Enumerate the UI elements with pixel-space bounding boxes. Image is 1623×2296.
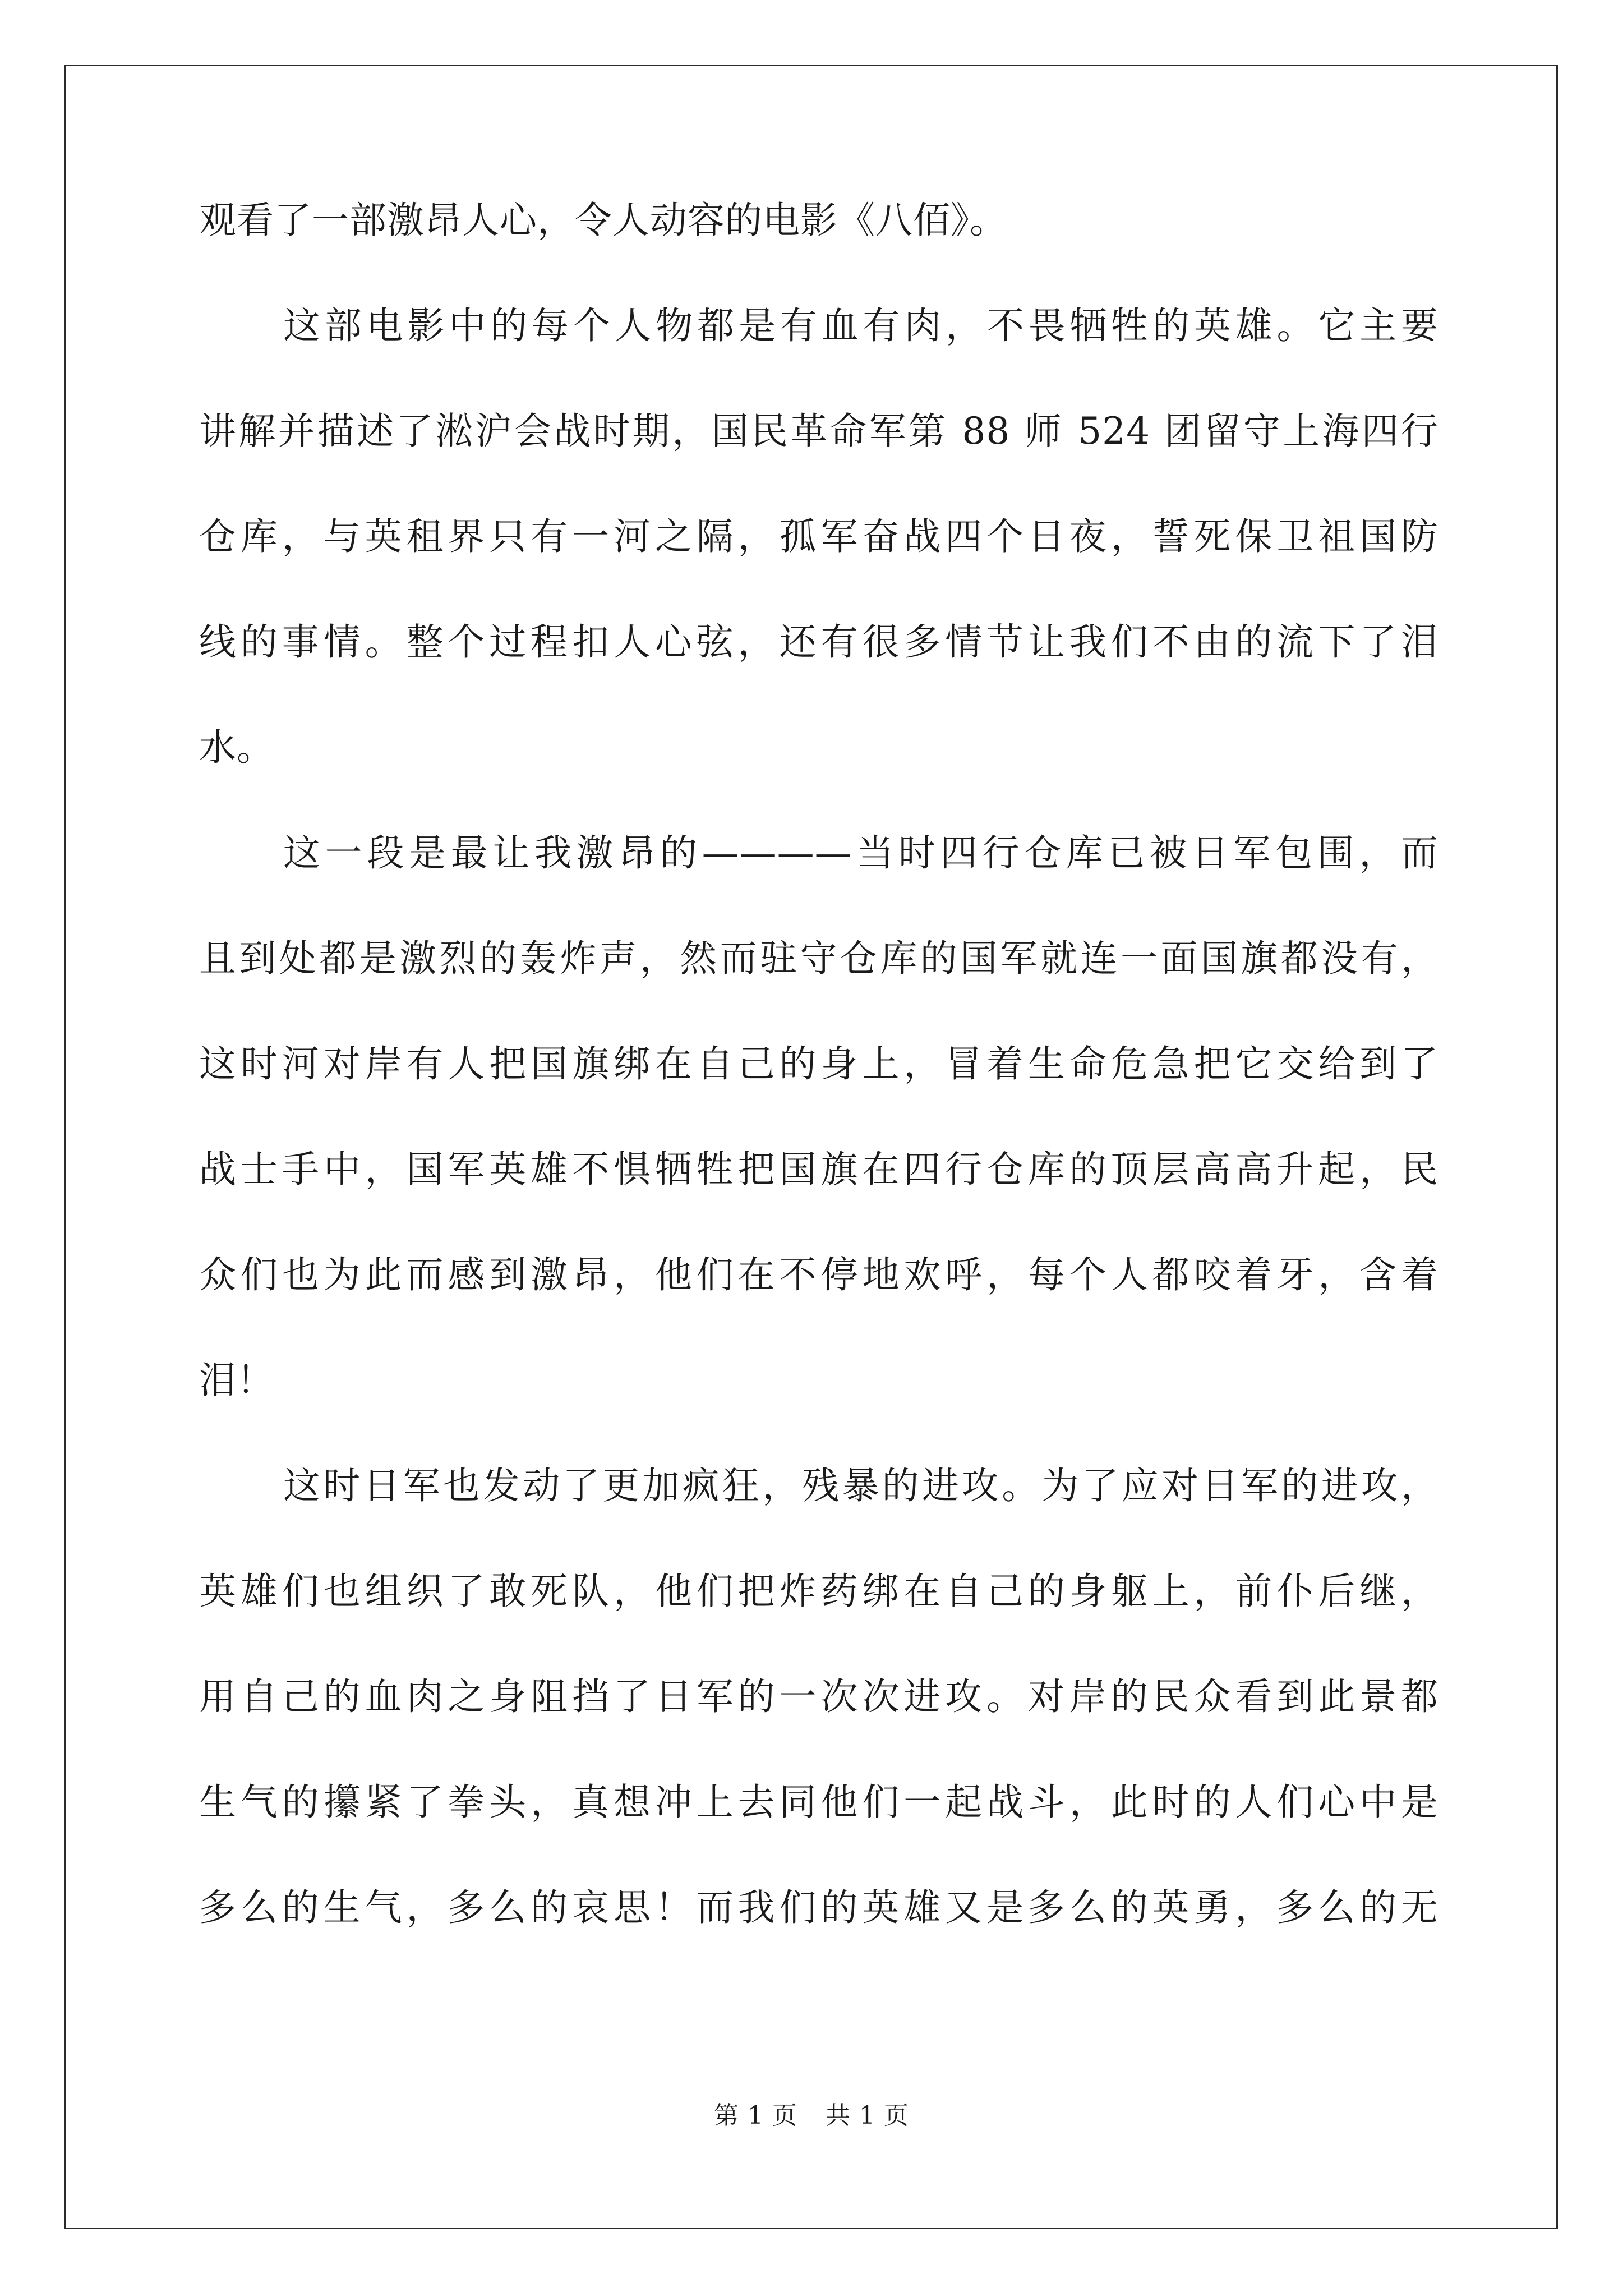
text-line: 且到处都是激烈的轰炸声，然而驻守仓库的国军就连一面国旗都没有， <box>199 937 1438 980</box>
page-number: 第 1 页 <box>714 2101 797 2130</box>
text-line: 这一段是最让我激昂的————当时四行仓库已被日军包围，而 <box>283 831 1438 875</box>
text-line: 这部电影中的每个人物都是有血有肉，不畏牺牲的英雄。它主要 <box>283 304 1438 347</box>
page-total: 共 1 页 <box>826 2101 909 2130</box>
text-line: 泪！ <box>199 1359 274 1402</box>
text-line: 仓库，与英租界只有一河之隔，孤军奋战四个日夜，誓死保卫祖国防 <box>199 515 1438 558</box>
text-line: 线的事情。整个过程扣人心弦，还有很多情节让我们不由的流下了泪 <box>199 620 1438 664</box>
text-line: 观看了一部激昂人心，令人动容的电影《八佰》。 <box>199 199 1007 242</box>
text-line: 水。 <box>199 726 274 769</box>
page-footer <box>0 2095 1623 2131</box>
text-line: 讲解并描述了淞沪会战时期，国民革命军第 88 师 524 团留守上海四行 <box>199 409 1438 453</box>
text-line: 用自己的血肉之身阻挡了日军的一次次进攻。对岸的民众看到此景都 <box>199 1675 1438 1718</box>
text-line: 这时河对岸有人把国旗绑在自己的身上，冒着生命危急把它交给到了 <box>199 1042 1438 1085</box>
text-line: 战士手中，国军英雄不惧牺牲把国旗在四行仓库的顶层高高升起，民 <box>199 1148 1438 1191</box>
text-line: 多么的生气，多么的哀思！而我们的英雄又是多么的英勇，多么的无 <box>199 1886 1438 1929</box>
text-line: 这时日军也发动了更加疯狂，残暴的进攻。为了应对日军的进攻， <box>283 1464 1438 1507</box>
text-line: 生气的攥紧了拳头，真想冲上去同他们一起战斗，此时的人们心中是 <box>199 1780 1438 1824</box>
text-line: 英雄们也组织了敢死队，他们把炸药绑在自己的身躯上，前仆后继， <box>199 1570 1438 1613</box>
text-line: 众们也为此而感到激昂，他们在不停地欢呼，每个人都咬着牙，含着 <box>199 1253 1438 1296</box>
